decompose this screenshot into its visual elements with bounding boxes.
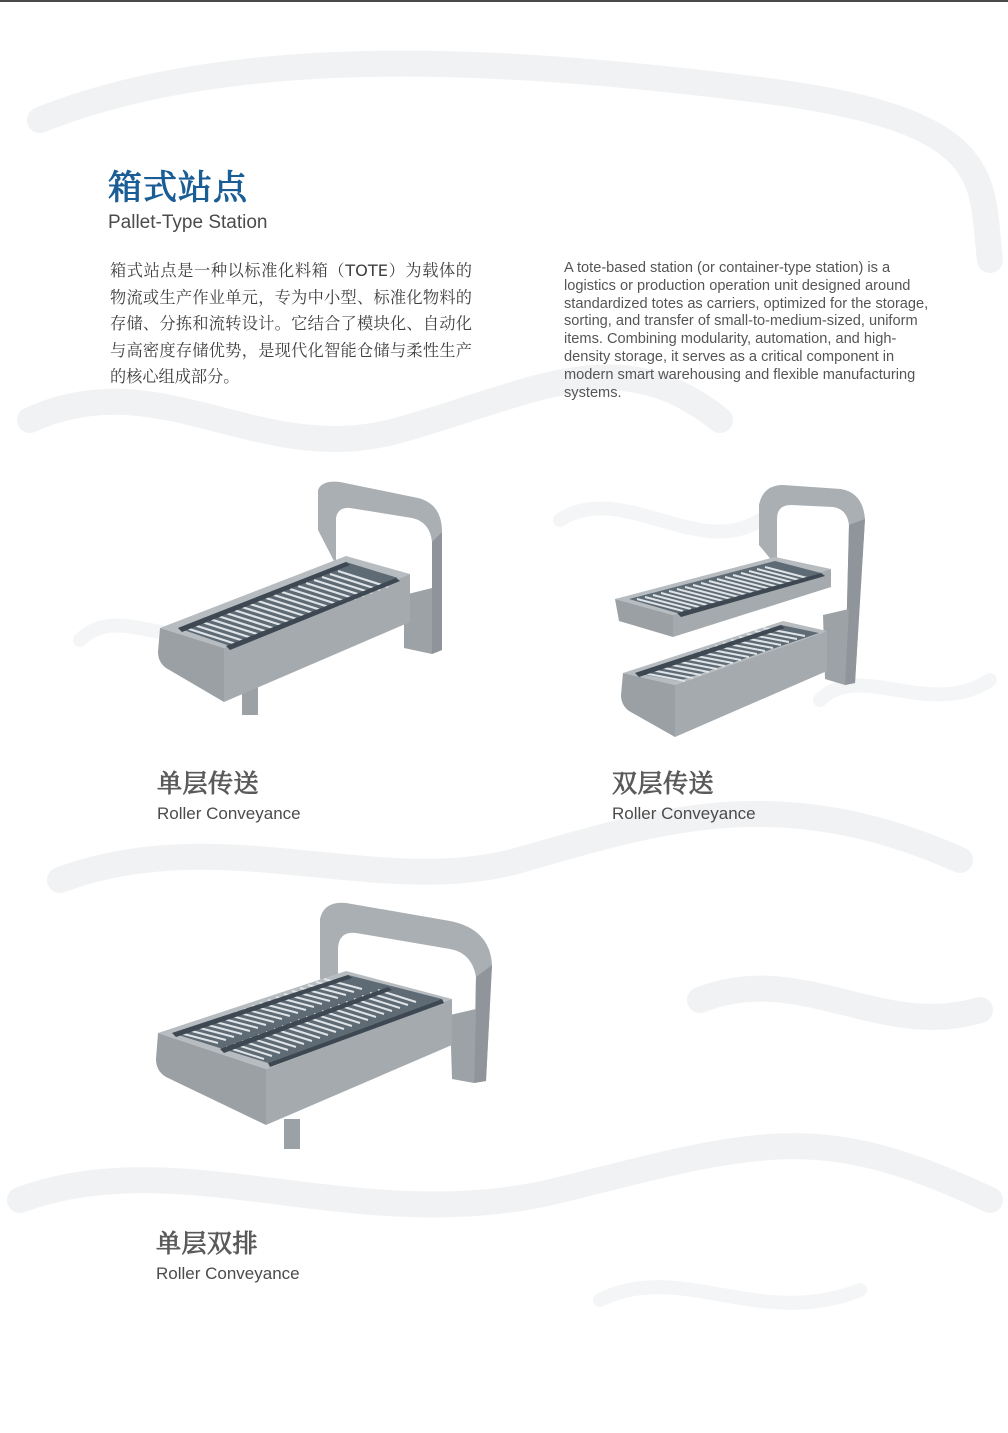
product-title-cn-3: 单层双排 <box>156 1229 259 1258</box>
product-title-cn-2: 双层传送 <box>612 769 715 798</box>
product-title-en-1: Roller Conveyance <box>157 804 301 823</box>
product-image-single-layer-double-row <box>150 895 500 1157</box>
product-title-en-3: Roller Conveyance <box>156 1264 300 1283</box>
description-en: A tote-based station (or container-type station) is a logistics or production operation unit designed around standardized totes as carriers, optimized for the storage, sorting, and transfer of small-to-medium-sized, uniform items. Combining modularity, automation, and high-density storage, it serves as a critical component in modern smart warehousing and flexible manufacturing systems. <box>564 260 929 401</box>
product-image-double-layer <box>605 475 875 745</box>
product-title-cn-1: 单层传送 <box>157 769 260 798</box>
top-border-line <box>0 0 1008 2</box>
single-layer-conveyor-illustration <box>150 470 460 730</box>
single-layer-double-row-conveyor-illustration <box>150 895 500 1157</box>
double-layer-conveyor-illustration <box>605 475 875 745</box>
product-image-single-layer <box>150 470 460 730</box>
description-cn: 箱式站点是一种以标准化料箱（TOTE）为载体的物流或生产作业单元，专为中小型、标准化物料的存储、分拣和流转设计。它结合了模块化、自动化与高密度存储优势，是现代化智能仓储与柔性生产的核心组成部分。 <box>110 261 472 386</box>
page-title-cn: 箱式站点 <box>108 168 248 208</box>
product-title-en-2: Roller Conveyance <box>612 804 756 823</box>
page-title-en: Pallet-Type Station <box>108 212 268 233</box>
